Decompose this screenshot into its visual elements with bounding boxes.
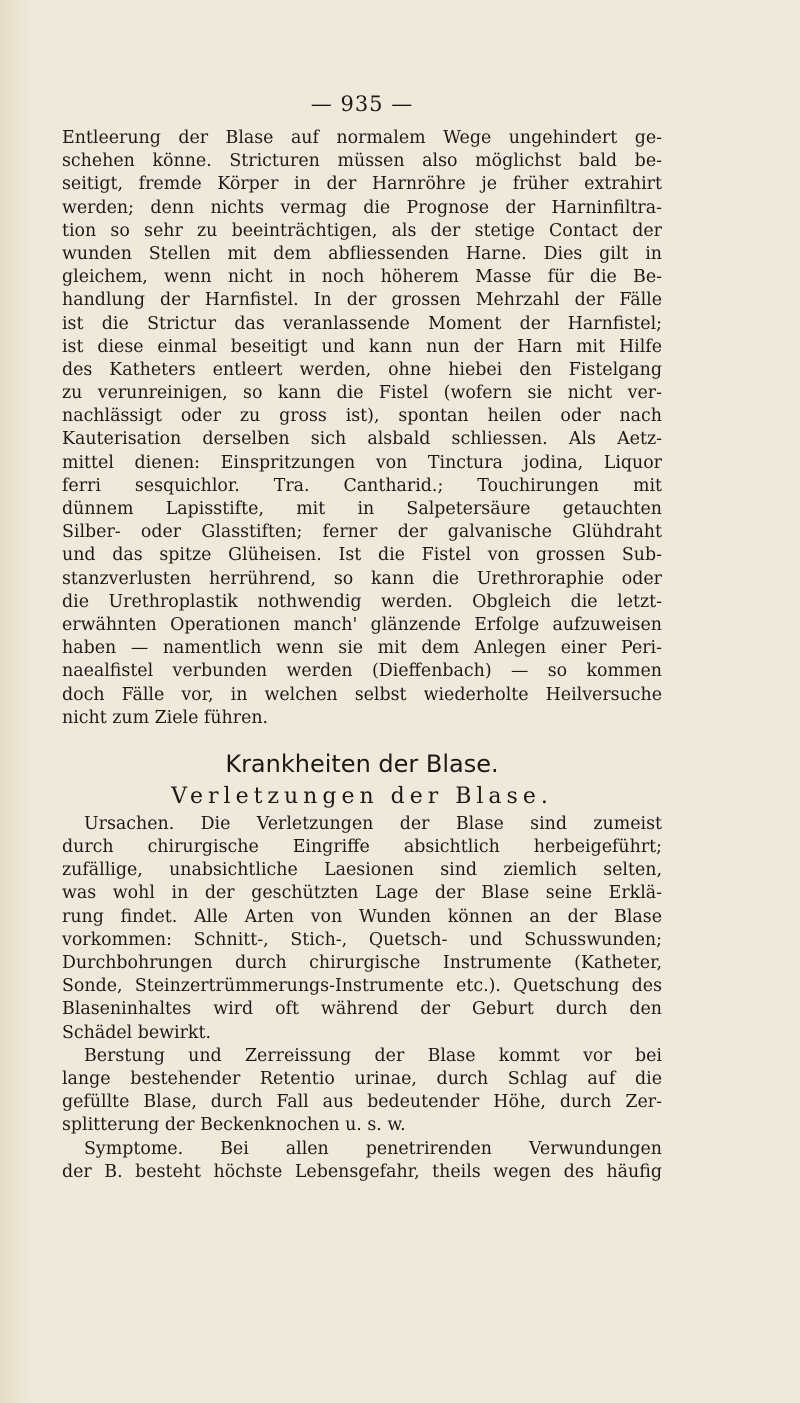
chapter-heading: Krankheiten der Blase. [225,749,499,778]
text-line: wunden Stellen mit dem abfliessenden Harne. Dies gilt in [62,243,662,264]
text-line: zu verunreinigen, so kann die Fistel (wofern sie nicht ver- [62,383,662,404]
text-line: gefüllte Blase, durch Fall aus bedeutender Höhe, durch Zer- [62,1092,662,1113]
page-number: — 935 — [310,92,414,116]
text-line: rung findet. Alle Arten von Wunden können an der Blase [62,906,662,927]
text-line: haben — namentlich wenn sie mit dem Anlegen einer Peri- [62,638,662,659]
text-line: lange bestehender Retentio urinae, durch Schlag auf die [62,1068,662,1089]
text-line: nachlässigt oder zu gross ist), spontan heilen oder nach [62,406,662,427]
text-line: Entleerung der Blase auf normalem Wege ungehindert ge- [62,128,662,148]
text-line: splitterung der Beckenknochen u. s. w. [62,1115,406,1136]
text-line: Schädel bewirkt. [62,1022,211,1043]
text-line: Ursachen. Die Verletzungen der Blase sind zumeist [84,813,662,834]
section-heading: Verletzungen der Blase. [171,783,553,809]
text-line: der B. besteht höchste Lebensgefahr, theils wegen des häufig [62,1161,662,1182]
text-line: stanzverlusten herrührend, so kann die Urethroraphie oder [62,568,662,589]
text-line: Sonde, Steinzertrümmerungs-Instrumente etc.). Quetschung des [62,976,662,997]
text-line: des Katheters entleert werden, ohne hiebei den Fistelgang [62,359,662,380]
text-line: schehen könne. Stricturen müssen also möglichst bald be- [62,151,662,172]
text-line: durch chirurgische Eingriffe absichtlich herbeigeführt; [62,837,662,858]
page-edge-shadow [0,0,36,1403]
text-line: vorkommen: Schnitt-, Stich-, Quetsch- und Schusswunden; [62,929,662,950]
text-line: Symptome. Bei allen penetrirenden Verwundungen [84,1138,662,1159]
page-body [62,127,662,1184]
text-line: was wohl in der geschützten Lage der Blase seine Erklä- [62,883,662,904]
text-line: Silber- oder Glasstiften; ferner der galvanische Glühdraht [62,522,662,543]
paragraph-symptoms [62,1138,662,1184]
text-line: Berstung und Zerreissung der Blase kommt vor bei [84,1045,662,1066]
paragraph-rupture [62,1045,662,1138]
text-line: die Urethroplastik nothwendig werden. Obgleich die letzt- [62,591,662,612]
text-line: tion so sehr zu beeinträchtigen, als der stetige Contact der [62,220,662,241]
text-line: Kauterisation derselben sich alsbald schliessen. Als Aetz- [62,429,662,450]
text-line: ferri sesquichlor. Tra. Cantharid.; Touchirungen mit [62,475,662,496]
paragraph-strictur-treatment [62,127,662,730]
text-line: gleichem, wenn nicht in noch höherem Masse für die Be- [62,267,662,288]
text-line: dünnem Lapisstifte, mit in Salpetersäure getauchten [62,499,662,519]
text-line: ist diese einmal beseitigt und kann nun der Harn mit Hilfe [62,336,662,357]
paragraph-causes [62,813,662,1045]
text-line: Durchbohrungen durch chirurgische Instrumente (Katheter, [62,953,662,973]
text-line: ist die Strictur das veranlassende Moment der Harnfistel; [62,313,662,334]
text-line: mittel dienen: Einspritzungen von Tinctura jodina, Liquor [62,452,662,473]
text-line: handlung der Harnfistel. In der grossen Mehrzahl der Fälle [62,290,662,311]
text-line: Blaseninhaltes wird oft während der Geburt durch den [62,999,662,1020]
text-line: naealfistel verbunden werden (Dieffenbach) — so kommen [62,661,662,682]
text-line: und das spitze Glüheisen. Ist die Fistel von grossen Sub- [62,545,662,566]
text-line: seitigt, fremde Körper in der Harnröhre je früher extrahirt [62,174,662,195]
text-line: zufällige, unabsichtliche Laesionen sind ziemlich selten, [62,860,662,881]
text-line: doch Fälle vor, in welchen selbst wiederholte Heilversuche [62,684,662,705]
text-line: erwähnten Operationen manch' glänzende Erfolge aufzuweisen [62,614,662,635]
text-line: nicht zum Ziele führen. [62,707,269,728]
text-line: werden; denn nichts vermag die Prognose der Harninfiltra- [62,197,662,218]
